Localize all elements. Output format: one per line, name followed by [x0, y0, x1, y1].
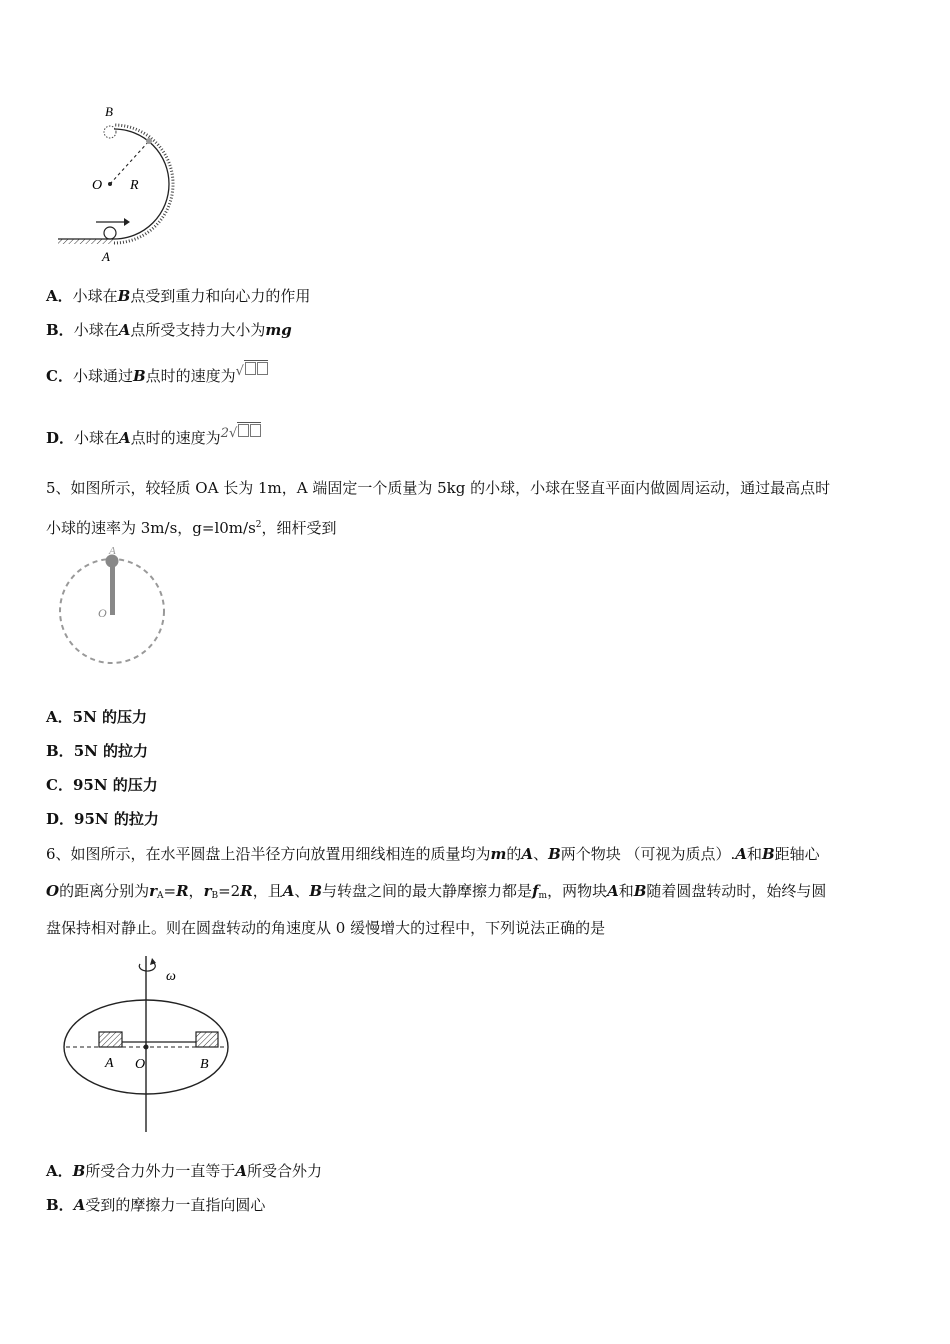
fig6-omega: ω	[166, 969, 176, 984]
text: 和	[746, 845, 762, 863]
var: O	[46, 882, 60, 900]
radius-end-dot	[146, 138, 152, 144]
sqrt-formula: √	[236, 360, 268, 382]
var: A	[235, 1162, 247, 1180]
figure-rotating-disk	[62, 950, 242, 1135]
q4-option-c	[46, 360, 268, 386]
var: r	[149, 882, 157, 900]
superscript: 2	[255, 520, 262, 530]
fig4-label-o: O	[92, 178, 103, 193]
text: 小球在	[72, 287, 118, 305]
fig6-label-o: O	[135, 1057, 146, 1072]
text: 点时的速度为	[145, 367, 236, 385]
var: B	[309, 882, 323, 900]
option-label: A．	[46, 287, 73, 305]
text: 小球通过	[72, 367, 133, 385]
text: 点时的速度为	[130, 429, 221, 447]
option-label: C．	[46, 776, 73, 794]
subscript: A	[157, 891, 164, 901]
ball-b	[104, 126, 116, 138]
option-label: A．	[46, 1162, 73, 1180]
text: 所受合力外力一直等于	[85, 1162, 236, 1180]
subscript: m	[538, 891, 548, 901]
q4-option-d	[46, 422, 261, 448]
option-label: B．	[46, 321, 74, 339]
var: r	[203, 882, 212, 900]
var: A	[735, 845, 747, 863]
block-b	[196, 1032, 218, 1047]
ball-a	[104, 227, 116, 239]
var: A	[118, 321, 131, 339]
q6-option-a	[46, 1161, 322, 1181]
option-label: D．	[46, 810, 75, 828]
option-label: D．	[46, 429, 75, 447]
q5-stem-line1: 5、如图所示，较轻质 OA 长为 1m，A 端固定一个质量为 5kg 的小球，小球在竖直平面内做圆周运动，通过最高点时	[46, 479, 831, 497]
var: R	[240, 882, 253, 900]
text: 和	[618, 882, 634, 900]
text: ，两物块	[547, 882, 608, 900]
var: f	[532, 882, 539, 900]
var: B	[132, 367, 146, 385]
q5-option-a	[46, 707, 147, 727]
var: B	[761, 845, 775, 863]
fig5-label-a: A	[109, 545, 116, 557]
var: mg	[265, 321, 292, 339]
option-text: 5N 的压力	[72, 708, 148, 726]
option-label: A．	[46, 708, 73, 726]
figure-semicircle-track	[52, 102, 192, 267]
option-label: C．	[46, 367, 73, 385]
text: ，且	[252, 882, 283, 900]
q6-stem-line2	[46, 881, 826, 906]
text: 的	[506, 845, 522, 863]
var: B	[117, 287, 131, 305]
fig5-label-o: O	[98, 606, 107, 620]
text: 小球在	[74, 429, 120, 447]
coef: 2	[220, 426, 229, 441]
fig4-label-b: B	[105, 104, 113, 119]
option-text: 95N 的压力	[72, 776, 158, 794]
text: 小球在	[73, 321, 119, 339]
var: B	[548, 845, 561, 863]
q6-option-b	[46, 1195, 265, 1215]
option-text: 5N 的拉力	[73, 742, 149, 760]
text: ，	[188, 882, 204, 900]
q5-option-d	[46, 809, 159, 829]
fig4-label-r: R	[130, 178, 139, 193]
block-a	[99, 1032, 122, 1047]
text: 小球的速率为 3m/s，g=l0m/s	[46, 519, 256, 537]
var: B	[633, 882, 647, 900]
center-dot	[144, 1045, 149, 1050]
q4-option-a	[46, 286, 310, 306]
option-label: B．	[46, 1196, 74, 1214]
text: 的距离分别为	[59, 882, 150, 900]
option-text: 95N 的拉力	[74, 810, 159, 828]
q5-stem-line2	[46, 515, 337, 538]
text: 6、如图所示，在水平圆盘上沿半径方向放置用细线相连的质量均为	[46, 845, 491, 863]
fig6-label-a: A	[105, 1056, 114, 1071]
sqrt-formula: 2√	[221, 422, 262, 444]
q6-stem-line3: 盘保持相对静止。则在圆盘转动的角速度从 0 缓慢增大的过程中，下列说法正确的是	[46, 919, 606, 937]
var: A	[119, 429, 131, 447]
text: 受到的摩擦力一直指向圆心	[85, 1196, 266, 1214]
text: 、	[294, 882, 310, 900]
text: 距轴心	[774, 845, 820, 863]
text: 两个物块 （可视为质点）.	[560, 845, 736, 863]
var: B	[72, 1162, 86, 1180]
ground-hatch	[58, 239, 114, 244]
subscript: B	[211, 891, 219, 901]
text: 随着圆盘转动时，始终与圆	[646, 882, 827, 900]
fig6-label-b: B	[200, 1057, 209, 1072]
text: =2	[218, 882, 241, 900]
option-label: B．	[46, 742, 74, 760]
text: 与转盘之间的最大静摩擦力都是	[322, 882, 533, 900]
var: A	[607, 882, 619, 900]
text: 、	[533, 845, 549, 863]
figure-rod-circle	[54, 545, 174, 670]
text: 点受到重力和向心力的作用	[130, 287, 311, 305]
q4-option-b	[46, 320, 292, 340]
var: A	[73, 1196, 86, 1214]
text: 所受合外力	[246, 1162, 322, 1180]
track-hatch	[114, 125, 173, 243]
q5-option-c	[46, 775, 158, 795]
var: m	[490, 845, 507, 863]
text: =	[163, 882, 177, 900]
q6-stem-line1	[46, 844, 820, 864]
var: R	[176, 882, 189, 900]
text: ，细杆受到	[261, 519, 337, 537]
velocity-arrow-head	[124, 218, 130, 226]
text: 点所受支持力大小为	[130, 321, 266, 339]
q5-option-b	[46, 741, 148, 761]
fig4-label-a: A	[102, 249, 110, 264]
var: A	[282, 882, 295, 900]
var: A	[521, 845, 534, 863]
rod	[110, 565, 115, 615]
